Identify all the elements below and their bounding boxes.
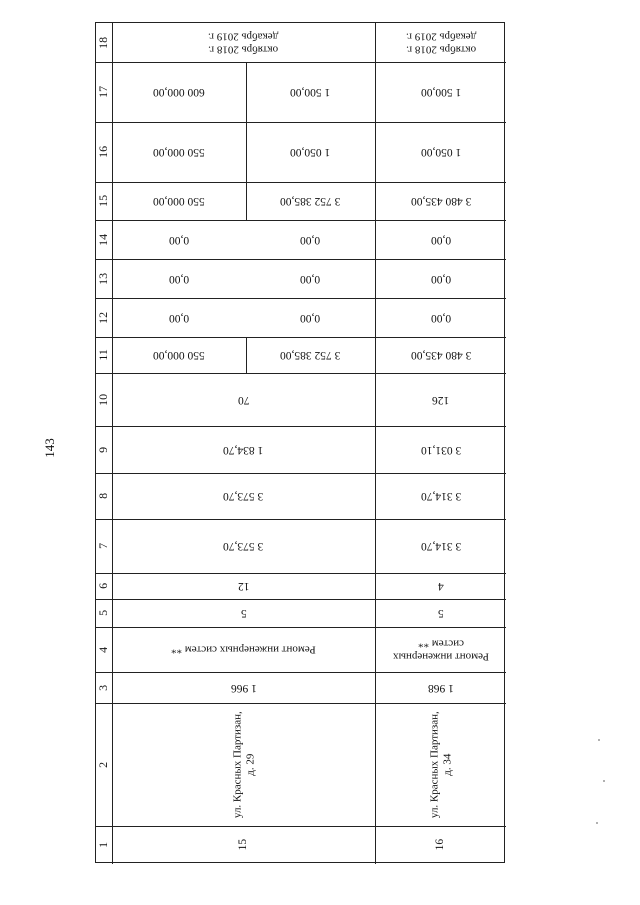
row15-c11a: 3 752 385,00 [280,349,341,362]
row15-c14a: 0,00 [300,234,321,247]
column-number-7: 7 [96,542,111,549]
row15-c11b: 550 000,00 [153,349,205,362]
row15-c7: 3 573,70 [223,540,264,553]
row15-c6: 12 [237,580,250,593]
row16-c9: 3 031,10 [420,444,462,457]
row15-c16b: 550 000,00 [153,146,205,159]
row15-c8: 3 573,70 [223,490,264,503]
scan-speck [598,739,600,741]
row16-c6: 4 [438,580,444,593]
row15-c10: 70 [237,394,250,407]
row15-c15b: 550 000,00 [153,195,205,208]
row15-number: 15 [236,839,249,851]
row16-c11: 3 480 435,00 [410,349,472,362]
row16-c14: 0,00 [430,234,452,247]
column-number-4: 4 [96,646,111,653]
row15-c13b: 0,00 [168,273,190,286]
column-number-17: 17 [96,85,111,98]
column-number-10: 10 [96,393,111,406]
column-number-16: 16 [96,145,111,158]
row15-c16a: 1 050,00 [290,146,331,159]
row15-address: ул. Красных Партизан, д. 29 [230,711,256,818]
row16-c15: 3 480 435,00 [410,195,472,208]
column-number-13: 13 [96,272,111,285]
row16-c7: 3 314,70 [420,540,462,553]
row16-year: 1 968 [428,682,454,695]
column-number-6: 6 [96,582,111,589]
row15-c17b: 600 000,00 [153,86,205,99]
row16-c5: 5 [438,607,444,620]
repair-schedule-table [95,22,505,863]
row16-c8: 3 314,70 [420,490,462,503]
row16-c16: 1 050,00 [420,146,462,159]
row16-period: октябрь 2018 г. декабрь 2019 г. [405,30,477,56]
column-number-5: 5 [96,609,111,616]
row16-work-type: Ремонт инженерных систем ** [393,637,489,663]
column-number-9: 9 [96,446,111,453]
row15-c14b: 0,00 [168,234,190,247]
column-number-1: 1 [96,841,111,848]
page-number: 143 [42,438,57,458]
column-number-3: 3 [96,684,111,691]
column-number-18: 18 [96,36,111,49]
row15-c9: 1 834,70 [223,444,264,457]
column-number-14: 14 [96,233,111,246]
row15-c15a: 3 752 385,00 [280,195,341,208]
column-number-12: 12 [96,311,111,324]
scan-speck [596,822,598,824]
row16-c12: 0,00 [430,312,452,325]
row15-period: октябрь 2018 г. декабрь 2019 г. [208,30,279,56]
scan-speck [603,780,605,782]
row15-work-type: Ремонт инженерных систем ** [171,643,316,656]
row15-c12a: 0,00 [300,312,321,325]
row15-c17a: 1 500,00 [290,86,331,99]
column-number-2: 2 [96,761,111,768]
row16-number: 16 [434,839,447,851]
row15-c5: 5 [240,607,247,620]
row16-c13: 0,00 [430,273,452,286]
row16-c10: 126 [432,394,450,407]
column-number-11: 11 [96,349,111,361]
row15-c13a: 0,00 [300,273,321,286]
row16-c17: 1 500,00 [420,86,462,99]
row16-address: ул. Красных Партизан, д. 34 [428,711,453,818]
row15-c12b: 0,00 [168,312,190,325]
column-number-8: 8 [96,492,111,499]
column-number-15: 15 [96,194,111,207]
row15-year: 1 966 [230,682,257,695]
